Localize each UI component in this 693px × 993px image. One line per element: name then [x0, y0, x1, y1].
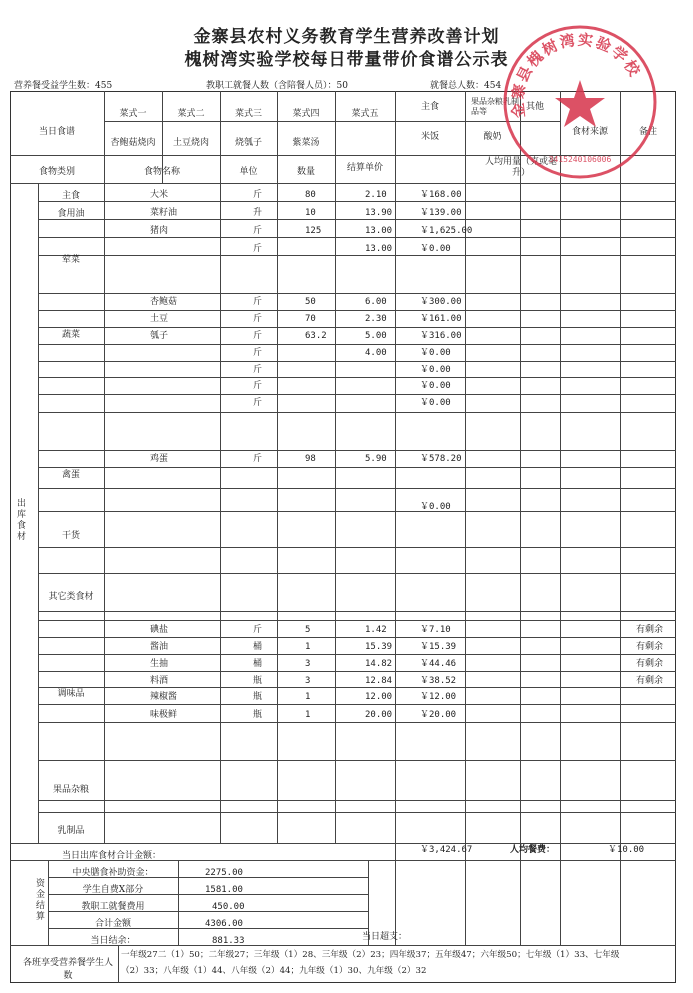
row-qty: 125: [305, 226, 322, 236]
grid-hline: [38, 219, 104, 220]
side-label-funds: 资金结算: [34, 878, 44, 922]
fund-label-sum: 合计金额: [94, 919, 131, 929]
cat-dairy: 乳制品: [57, 826, 85, 836]
row-amount: ￥578.20: [420, 454, 462, 464]
col-name: 食物名称: [143, 167, 180, 177]
row-qty: 3: [305, 676, 311, 686]
row-qty: 1: [305, 692, 311, 702]
menu-header-5: 菜式五: [351, 109, 379, 119]
grid-hline: [38, 547, 676, 548]
row-amount: ￥15.39: [420, 642, 457, 652]
grid-vline: [335, 183, 336, 843]
row-price: 5.00: [365, 331, 387, 341]
row-name: 菜籽油: [150, 208, 178, 218]
col-unit: 单位: [239, 167, 258, 177]
total-value: ￥3,424.67: [420, 845, 473, 855]
grid-hline: [38, 511, 676, 512]
row-price: 13.00: [365, 226, 393, 236]
grid-vline: [560, 183, 561, 843]
row-price: 15.39: [365, 642, 393, 652]
row-unit: 升: [253, 208, 263, 218]
grid-hline: [38, 760, 676, 761]
grid-hline: [38, 201, 676, 202]
row-amount: ￥300.00: [420, 297, 462, 307]
row-price: 20.00: [365, 710, 393, 720]
dish-fruit: 酸奶: [483, 132, 502, 142]
grid-vline: [520, 183, 521, 843]
side-label-outstock: 出库食材: [15, 498, 25, 542]
grid-hline: [38, 611, 104, 612]
classes-label: 各班享受营养餐学生人数: [22, 958, 113, 981]
row-qty: 10: [305, 208, 316, 218]
grid-vline: [277, 183, 278, 843]
col-category: 食物类别: [38, 167, 75, 177]
row-unit: 斤: [253, 190, 263, 200]
row-amount: ￥12.00: [420, 692, 457, 702]
grid-hline: [38, 573, 104, 574]
row-name: 碘盐: [150, 625, 169, 635]
grid-hline: [38, 687, 676, 688]
row-name: 猪肉: [150, 226, 169, 236]
grid-hline: [38, 467, 676, 468]
row-amount: ￥316.00: [420, 331, 462, 341]
row-unit: 瓶: [253, 692, 263, 702]
fund-value-central: 2275.00: [205, 868, 243, 878]
row-price: 12.00: [365, 692, 393, 702]
row-amount: ￥44.46: [420, 659, 457, 669]
overspend-label: 当日超支：: [362, 932, 408, 942]
row-note: 有剩余: [636, 659, 664, 669]
row-note: 有剩余: [636, 642, 664, 652]
row-name: 鸡蛋: [150, 454, 169, 464]
grid-hline: [38, 637, 676, 638]
dish-2: 土豆烧肉: [172, 138, 209, 148]
row-price: 2.10: [365, 190, 387, 200]
row-name: 味极鲜: [150, 710, 178, 720]
classes-line-2: （2）33；八年级（1）44、八年级（2）44；九年级（1）30、九年级（2）32: [121, 966, 427, 976]
grid-hline: [38, 327, 676, 328]
dish-1: 杏鲍菇烧肉: [110, 138, 156, 148]
grid-hline: [38, 219, 676, 220]
row-qty: 98: [305, 454, 316, 464]
row-unit: 斤: [253, 365, 263, 375]
fund-value-staff: 450.00: [212, 902, 245, 912]
grid-hline: [38, 344, 676, 345]
row-unit: 斤: [253, 226, 263, 236]
row-price: 2.30: [365, 314, 387, 324]
row-qty: 80: [305, 190, 316, 200]
grid-vline: [620, 183, 621, 843]
grid-hline: [38, 183, 676, 184]
grid-vline: [395, 843, 396, 945]
cat-fruit: 果品杂粮: [52, 785, 89, 795]
cat-dry: 干货: [61, 531, 80, 541]
svg-text:3415240106006: 3415240106006: [548, 155, 612, 164]
fund-value-sum: 4306.00: [205, 919, 243, 929]
menu-header-4: 菜式四: [292, 109, 320, 119]
grid-hline: [38, 800, 104, 801]
grid-hline: [38, 255, 676, 256]
row-price: 5.90: [365, 454, 387, 464]
row-amount: ￥0.00: [420, 381, 451, 391]
menu-header-other: 其他: [525, 102, 544, 112]
row-name: 杏鲍菇: [150, 297, 178, 307]
grid-hline: [38, 620, 676, 621]
row-qty: 3: [305, 659, 311, 669]
grid-hline: [38, 488, 676, 489]
fund-label-balance: 当日结余：: [90, 936, 136, 946]
row-note: 有剩余: [636, 625, 664, 635]
dish-4: 紫菜汤: [292, 138, 320, 148]
row-amount: ￥20.00: [420, 710, 457, 720]
grid-hline: [38, 450, 676, 451]
row-name: 瓠子: [150, 331, 169, 341]
dish-3: 烧瓠子: [234, 138, 262, 148]
row-name: 料酒: [150, 676, 169, 686]
row-name: 生抽: [150, 659, 169, 669]
cat-veg: 蔬菜: [61, 330, 80, 340]
grid-vline: [465, 183, 466, 843]
grid-vline: [560, 91, 561, 183]
menu-header-remark: 备注: [638, 127, 657, 137]
cat-staple: 主食: [61, 191, 80, 201]
grid-hline: [38, 310, 676, 311]
row-price: 12.84: [365, 676, 393, 686]
row-amount: ￥7.10: [420, 625, 451, 635]
menu-label: 当日食谱: [38, 127, 75, 137]
grid-hline: [38, 812, 676, 813]
row-unit: 斤: [253, 244, 263, 254]
col-price: 结算单价: [346, 163, 383, 173]
grid-vline: [620, 843, 621, 945]
row-amount: ￥0.00: [420, 348, 451, 358]
grid-hline: [38, 412, 104, 413]
total-label: 当日出库食材合计金额：: [62, 851, 162, 861]
svg-text:金寨县槐树湾实验学校: 金寨县槐树湾实验学校: [508, 30, 645, 119]
row-amount: ￥0.00: [420, 502, 451, 512]
row-price: 6.00: [365, 297, 387, 307]
menu-header-1: 菜式一: [119, 109, 147, 119]
row-unit: 瓶: [253, 676, 263, 686]
row-amount: ￥1,625.00: [420, 226, 473, 236]
row-unit: 瓶: [253, 710, 263, 720]
fund-label-staff: 教职工就餐费用: [81, 902, 145, 912]
grid-hline: [38, 293, 676, 294]
row-unit: 斤: [253, 297, 263, 307]
total-count: 就餐总人数：454: [430, 81, 502, 91]
grid-hline: [38, 760, 104, 761]
form-frame: [10, 91, 676, 983]
grid-hline: [38, 671, 676, 672]
row-qty: 50: [305, 297, 316, 307]
grid-hline: [10, 155, 676, 156]
row-amount: ￥0.00: [420, 244, 451, 254]
row-qty: 5: [305, 625, 311, 635]
row-unit: 斤: [253, 314, 263, 324]
cat-oil: 食用油: [57, 209, 85, 219]
menu-header-3: 菜式三: [234, 109, 262, 119]
menu-header-staple: 主食: [420, 102, 439, 112]
fund-value-balance: 881.33: [212, 936, 245, 946]
row-name: 大米: [150, 190, 169, 200]
grid-hline: [38, 361, 676, 362]
classes-line-1: 一年级27二（1）50；二年级27；三年级（1）28、三年级（2）23；四年级37；五年级47；六年级50；七年级（1）33、七年级: [121, 950, 620, 960]
grid-vline: [620, 91, 621, 183]
grid-hline: [38, 488, 104, 489]
grid-hline: [38, 293, 104, 294]
grid-hline: [38, 654, 676, 655]
grid-vline: [104, 183, 105, 843]
grid-vline: [520, 843, 521, 945]
grid-hline: [38, 800, 676, 801]
row-amount: ￥161.00: [420, 314, 462, 324]
row-unit: 斤: [253, 625, 263, 635]
row-amount: ￥38.52: [420, 676, 457, 686]
row-amount: ￥139.00: [420, 208, 462, 218]
cat-meat: 荤菜: [61, 255, 80, 265]
grid-hline: [38, 237, 676, 238]
grid-hline: [38, 412, 676, 413]
row-price: 13.00: [365, 244, 393, 254]
grid-hline: [104, 121, 560, 122]
grid-hline: [38, 573, 676, 574]
row-price: 13.90: [365, 208, 393, 218]
title-line-2: 槐树湾实验学校每日带量带价食谱公示表: [184, 50, 509, 70]
row-name: 辣椒酱: [150, 692, 178, 702]
cat-egg: 禽蛋: [61, 470, 80, 480]
row-unit: 斤: [253, 348, 263, 358]
grid-hline: [38, 611, 676, 612]
row-unit: 斤: [253, 398, 263, 408]
row-qty: 70: [305, 314, 316, 324]
row-amount: ￥168.00: [420, 190, 462, 200]
row-note: 有剩余: [636, 676, 664, 686]
grid-hline: [38, 201, 104, 202]
row-unit: 斤: [253, 381, 263, 391]
title-line-1: 金寨县农村义务教育学生营养改善计划: [193, 27, 500, 47]
fund-label-self: 学生自费X部分: [82, 885, 144, 895]
grid-hline: [38, 394, 676, 395]
grid-vline: [465, 843, 466, 945]
grid-vline: [395, 183, 396, 843]
grid-hline: [38, 704, 676, 705]
grid-vline: [38, 183, 39, 843]
per-cost-label: 人均餐费：: [510, 845, 556, 855]
row-price: 14.82: [365, 659, 393, 669]
row-name: 土豆: [150, 314, 169, 324]
grid-vline: [560, 843, 561, 945]
cat-seasoning: 调味品: [57, 689, 85, 699]
grid-hline: [38, 722, 676, 723]
row-unit: 桶: [253, 659, 263, 669]
row-amount: ￥0.00: [420, 398, 451, 408]
grid-hline: [10, 843, 676, 844]
menu-header-source: 食材来源: [571, 127, 608, 137]
row-unit: 斤: [253, 331, 263, 341]
row-qty: 1: [305, 642, 311, 652]
grid-vline: [178, 860, 179, 945]
col-qty: 数量: [296, 167, 315, 177]
row-unit: 斤: [253, 454, 263, 464]
grid-hline: [38, 377, 676, 378]
students-count: 营养餐受益学生数：455: [14, 81, 113, 91]
staff-count: 教职工就餐人数（含陪餐人员）：50: [206, 81, 348, 91]
row-qty: 1: [305, 710, 311, 720]
dish-staple: 米饭: [420, 132, 439, 142]
row-price: 1.42: [365, 625, 387, 635]
fund-value-self: 1581.00: [205, 885, 243, 895]
menu-header-fruit: 果品杂粮乳制品等: [471, 97, 519, 116]
per-cost-value: ￥10.00: [608, 845, 645, 855]
row-name: 酱油: [150, 642, 169, 652]
col-per: 人均用量（克或毫升）: [485, 157, 558, 179]
row-price: 4.00: [365, 348, 387, 358]
cat-other: 其它类食材: [48, 592, 94, 602]
fund-label-central: 中央膳食补助资金：: [72, 868, 154, 878]
row-unit: 桶: [253, 642, 263, 652]
row-amount: ￥0.00: [420, 365, 451, 375]
row-qty: 63.2: [305, 331, 327, 341]
menu-header-2: 菜式二: [177, 109, 205, 119]
grid-vline: [220, 183, 221, 843]
grid-vline: [118, 945, 119, 983]
